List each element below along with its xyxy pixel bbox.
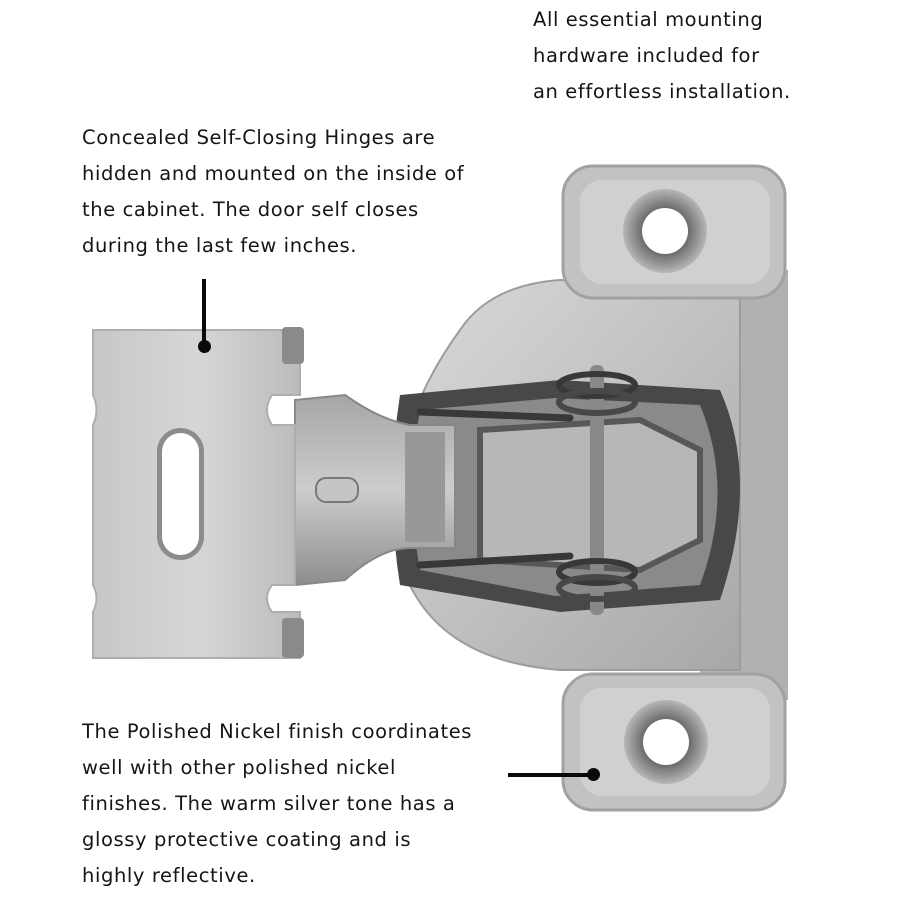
callout-line: glossy protective coating and is — [82, 828, 412, 851]
callout-line: well with other polished nickel — [82, 756, 397, 779]
leader-line-finish — [508, 773, 594, 777]
callout-line: All essential mounting — [533, 8, 764, 31]
callout-line: an effortless installation. — [533, 80, 791, 103]
callout-mounting-hardware — [533, 2, 791, 110]
callout-line: The Polished Nickel finish coordinates — [82, 720, 473, 743]
callout-line: hidden and mounted on the inside of — [82, 162, 465, 185]
callout-polished-nickel-finish — [82, 714, 472, 894]
callout-concealed-hinges — [82, 120, 464, 264]
callout-line: the cabinet. The door self closes — [82, 198, 419, 221]
callout-line: during the last few inches. — [82, 234, 358, 257]
callout-line: finishes. The warm silver tone has a — [82, 792, 456, 815]
callout-line: highly reflective. — [82, 864, 256, 887]
door-plate — [93, 327, 304, 658]
callout-line: hardware included for — [533, 44, 760, 67]
leader-dot-concealed — [198, 340, 211, 353]
callout-line: Concealed Self-Closing Hinges are — [82, 126, 436, 149]
leader-dot-finish — [587, 768, 600, 781]
leader-line-concealed — [202, 279, 206, 345]
